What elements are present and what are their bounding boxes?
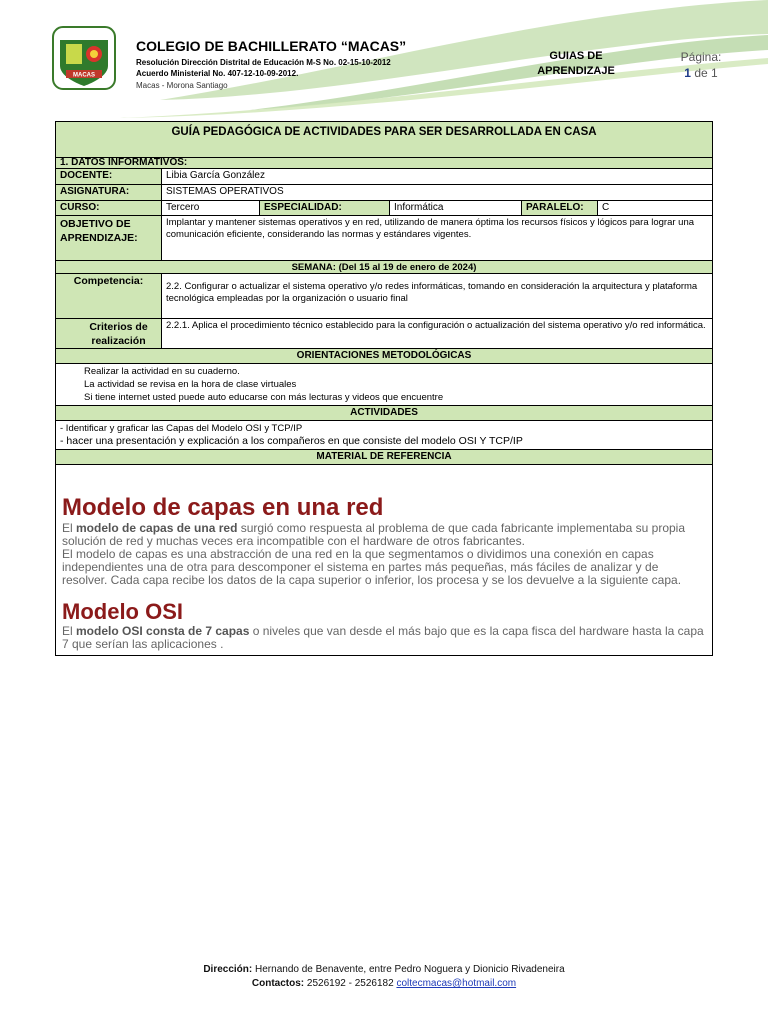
form-title-row: [56, 122, 712, 158]
material-title: MATERIAL DE REFERENCIA: [316, 451, 452, 462]
orientaciones-title: ORIENTACIONES METODOLÓGICAS: [296, 350, 472, 361]
competencia-label: Competencia:: [56, 274, 162, 318]
asignatura-row: [56, 185, 712, 201]
docente-label: DOCENTE:: [56, 169, 162, 184]
paralelo-value: C: [602, 202, 610, 213]
orientacion-item: La actividad se revisa en la hora de clase virtuales: [84, 379, 297, 390]
page-indicator: [668, 49, 734, 81]
guias-line2: APRENDIZAJE: [537, 65, 615, 77]
paragraph-1: El modelo de capas de una red surgió como respuesta al problema de que cada fabricante implementaba su propia solución de red y muchas veces era incompatible con el hardware de otros fabricantes.: [62, 521, 686, 548]
school-name: COLEGIO DE BACHILLERATO “MACAS”: [136, 38, 407, 54]
objetivo-value: Implantar y mantener sistemas operativos y en red, utilizando de manera óptima los recursos físicos y lógicos para lograr una comunicación eficiente, considerando las normas y estándares vigentes.: [166, 217, 695, 240]
paralelo-label: PARALELO:: [522, 201, 598, 215]
direccion-label: Dirección:: [203, 964, 253, 975]
actividades-list: [56, 421, 712, 450]
objetivo-label: OBJETIVO DE APRENDIZAJE:: [56, 216, 162, 260]
material-title-row: [56, 450, 712, 465]
logo-text: MACAS: [73, 72, 95, 79]
reference-content: [56, 467, 712, 651]
semana-text: SEMANA: (Del 15 al 19 de enero de 2024): [291, 262, 477, 273]
curso-row: [56, 201, 712, 216]
resolution-text: Resolución Dirección Distrital de Educación M-S No. 02-15-10-2012: [136, 58, 391, 67]
asignatura-label: ASIGNATURA:: [56, 185, 162, 200]
paragraph-3-bold: modelo OSI consta de 7 capas: [76, 624, 250, 638]
semana-row: [56, 261, 712, 274]
direccion-value: Hernando de Benavente, entre Pedro Noguera y Dionicio Rivadeneira: [255, 964, 565, 975]
paragraph-2: El modelo de capas es una abstracción de una red en la que segmentamos o dividimos una conexión en capas independientes una de otra para descomponer el sistema en partes más pequeñas, más fáciles de analizar y de resolver. Cada capa recibe los datos de la capa superior o inferior, los procesa y se los devuelve a la siguiente capa.: [62, 547, 682, 587]
page-total: de 1: [694, 66, 718, 80]
section-datos: 1. DATOS INFORMATIVOS:: [60, 157, 188, 168]
guias-label: [528, 49, 624, 79]
heading-modelo-osi: Modelo OSI: [62, 599, 183, 624]
criterios-value: 2.2.1. Aplica el procedimiento técnico establecido para la configuración o actualización del sistema operativo y/o red informática.: [166, 320, 706, 331]
city-text: Macas - Morona Santiago: [136, 81, 228, 90]
especialidad-label: ESPECIALIDAD:: [260, 201, 390, 215]
email-link[interactable]: coltecmacas@hotmail.com: [396, 978, 517, 989]
guide-form: [55, 121, 713, 656]
objetivo-row: [56, 216, 712, 261]
page-number: 1: [684, 66, 691, 80]
paragraph-3: El modelo OSI consta de 7 capas o niveles que van desde el más bajo que es la capa fisca del hardware hasta la capa 7 que serían las aplicaciones .: [62, 624, 704, 651]
page-label: Página:: [680, 50, 722, 64]
criterios-row: [56, 319, 712, 349]
heading-modelo-capas: Modelo de capas en una red: [62, 494, 384, 521]
actividades-title-row: [56, 406, 712, 421]
section-datos-row: [56, 158, 712, 169]
paragraph-1-bold: modelo de capas de una red: [76, 521, 238, 535]
contactos-label: Contactos:: [251, 978, 305, 989]
contactos-value: 2526192 - 2526182: [306, 978, 394, 989]
asignatura-value: SISTEMAS OPERATIVOS: [166, 186, 284, 197]
orientaciones-list: [56, 364, 712, 406]
actividad-item: - hacer una presentación y explicación a los compañeros en que consiste del modelo OSI Y TCP/IP: [60, 435, 523, 447]
especialidad-value: Informática: [390, 201, 522, 215]
curso-value: Tercero: [162, 201, 260, 215]
orientacion-item: Realizar la actividad en su cuaderno.: [84, 366, 240, 377]
docente-row: [56, 169, 712, 185]
competencia-row: [56, 274, 712, 319]
curso-label: CURSO:: [56, 201, 162, 215]
guias-line1: GUIAS DE: [549, 50, 603, 62]
footer: [0, 963, 768, 991]
docente-value: Libia García González: [166, 170, 265, 181]
orientacion-item: Si tiene internet usted puede auto educarse con más lecturas y videos que encuentre: [84, 392, 444, 403]
orientaciones-title-row: [56, 349, 712, 364]
actividad-item: - Identificar y graficar las Capas del Modelo OSI y TCP/IP: [60, 423, 303, 434]
competencia-value: 2.2. Configurar o actualizar el sistema operativo y/o redes informáticas, tomando en consideración la arquitectura y plataforma tecnológica empleadas por la organización o usuario final: [166, 281, 698, 304]
form-title: GUÍA PEDAGÓGICA DE ACTIVIDADES PARA SER DESARROLLADA EN CASA: [171, 126, 597, 138]
actividades-title: ACTIVIDADES: [350, 407, 418, 418]
criterios-label: Criterios de realización: [56, 319, 162, 348]
school-logo: [52, 26, 116, 90]
agreement-text: Acuerdo Ministerial No. 407-12-10-09-2012.: [136, 69, 299, 78]
